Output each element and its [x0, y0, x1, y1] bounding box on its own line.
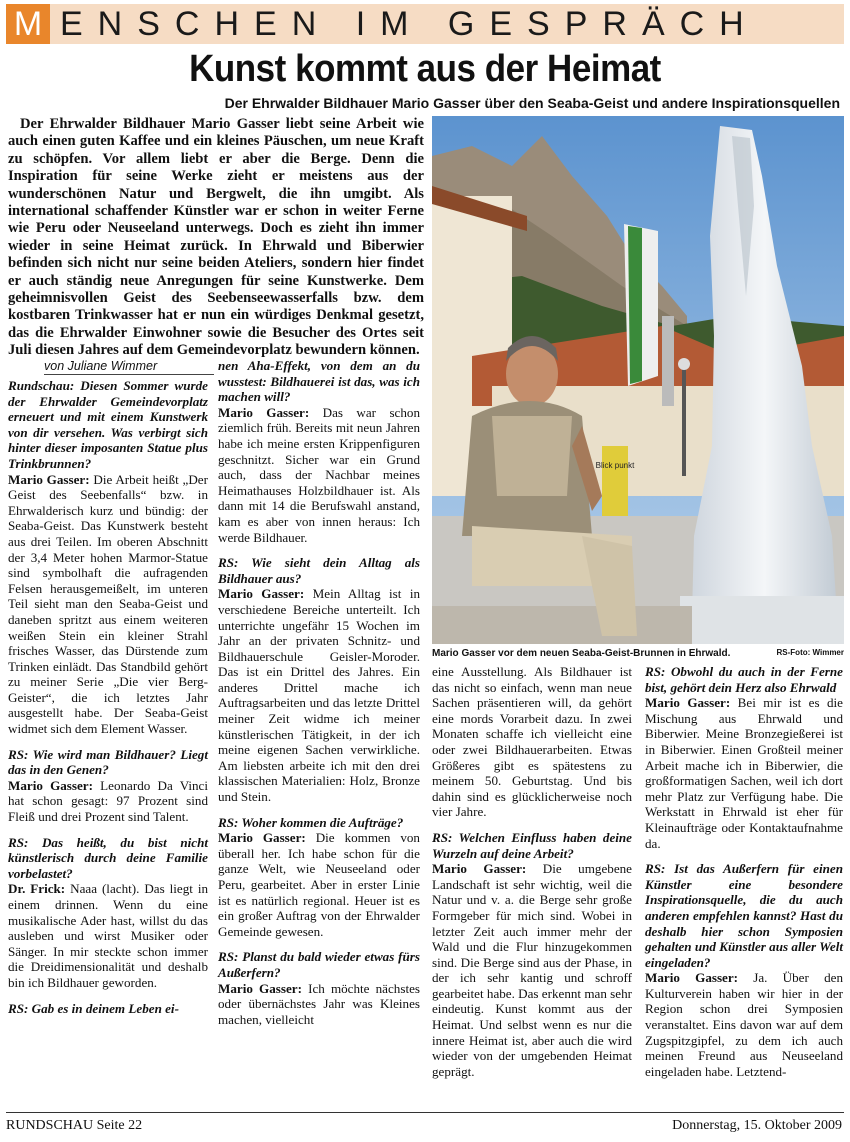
byline: von Juliane Wimmer — [44, 359, 214, 375]
question: nen Aha-Effekt, von dem an du wusstest: Bildhauerei ist das, was ich machen will? — [218, 358, 420, 405]
answer — [218, 405, 420, 545]
photo-credit: RS-Foto: Wimmer — [776, 648, 844, 657]
answer-text: Bei mir ist es die Mischung aus Ehrwald und Biberwier. Meine Bronzegießerei ist in Biberwier. Einen Großteil meiner Arbeit mache ich in Biberwier, die großformatigen Sachen, weil ich dort mehr Platz zur Verfügung habe. Die Werkstatt in Ehrwald ist eher für Kleinaufträge oder Kontaktaufnahme da. — [645, 695, 843, 851]
answer-text: Die kommen von überall her. Ich habe schon für die ganze Welt, wie Neuseeland oder Peru, gearbeitet. Aber in erster Linie ist es natürlich regional. Heuer ist es ein großer Auftrag von der Ehrwalder Gemeinde gewesen. — [218, 830, 420, 939]
answer — [218, 981, 420, 1028]
answer — [645, 970, 843, 1079]
speaker: Mario Gasser: — [645, 695, 731, 711]
lead-paragraph: Der Ehrwalder Bildhauer Mario Gasser liebt seine Arbeit wie auch einen guten Kaffee und ein kleines Päuschen, um neue Kraft zu schöpfen. Vor allem liebt er aber die Berge. Denn die Inspiration für seine Werke zieht er meistens aus der wunderschönen Natur und Bergwelt, die ihn umgibt. Als international schaffender Künstler war er schon in weiter Ferne wie Peru oder Neuseeland unterwegs. Doch es zieht ihn immer wieder in seine Heimat zurück. In Ehrwald und Biberwier befinden sich nicht nur seine beiden Ateliers, sondern hier findet er auch ständig neue Anregungen für seine Kunstwerke. Dem geheimnisvollen Geist des Seebenseewasserfalls bzw. dem kostbaren Trinkwasser hat er nun ein würdiges Denkmal gesetzt, das die Ehrwalder Einwohner sowie die Besucher des Ortes seit Juli diesen Jahres auf dem Gemeindevorplatz bewundern können. — [8, 116, 424, 359]
question: RS: Welchen Einfluss haben deine Wurzeln auf deine Arbeit? — [432, 829, 632, 861]
speaker: Mario Gasser: — [432, 861, 527, 877]
kicker-initial: M — [6, 4, 50, 44]
caption-text: Mario Gasser vor dem neuen Seaba-Geist-Brunnen in Ehrwald. — [432, 648, 731, 659]
answer-text: Die Arbeit heißt „Der Geist des Seebenfalls“ bzw. in Ehrwalderisch kurz und bündig: der Seaba-Geist. Das Kunstwerk besteht aus drei Teilen. Im oberen Abschnitt der 3,4 Meter hohen Marmor-Statue sind symbolhaft die aufragenden Felsen herausgemeißelt, im unteren Teil sieht man den Seaba-Geist und daneben spritzt aus einem weiteren weißen Stein ein kleiner Strahl frisches Wasser, das Dürstende zum Trinken einlädt. Das Standbild gehört zu meiner Serie „Die vier Berg-Geister“, die ich letztes Jahr ausgestellt habe. Der Seaba-Geist widmet sich dem Element Wasser. — [8, 471, 208, 737]
question: Rundschau: Diesen Sommer wurde der Ehrwalder Gemeindevorplatz erneuert und mit einem Kunstwerk von dir versehen. Was verbirgt sich hinter dieser imposanten Statue plus Trinkbrunnen? — [8, 378, 208, 471]
section-kicker — [6, 4, 844, 44]
question: RS: Das heißt, du bist nicht künstlerisch durch deine Familie vorbelastet? — [8, 834, 208, 881]
answer-text: Leonardo Da Vinci hat schon gesagt: 97 Prozent sind Fleiß und drei Prozent sind Talent. — [8, 777, 208, 825]
headline: Kunst kommt aus der Heimat — [189, 48, 661, 90]
footer-publication: RUNDSCHAU Seite 22 — [6, 1118, 143, 1133]
article-photo — [432, 116, 844, 644]
answer — [218, 586, 420, 804]
speaker: Mario Gasser: — [645, 970, 739, 986]
question: RS: Planst du bald wieder etwas fürs Außerfern? — [218, 949, 420, 980]
subhead: Der Ehrwalder Bildhauer Mario Gasser über den Seaba-Geist und andere Inspirationsquellen — [224, 95, 840, 111]
footer-divider — [6, 1112, 844, 1113]
question: RS: Ist das Außerfern für einen Künstler eine besondere Inspirationsquelle, die du auch anderen empfehlen kannst? Hast du deshalb hier schon Symposien gehalten und Künstler aus aller Welt eingeladen? — [645, 861, 843, 970]
photo-illustration — [432, 116, 844, 644]
answer — [8, 778, 208, 825]
answer-text: eine Ausstellung. Als Bildhauer ist das nicht so einfach, wenn man neue Sachen präsentieren will, da gehört eine mords Vorarbeit dazu. In zwei Monaten schaffe ich vielleicht eine oder zwei Bildhauerarbeiten. Etwas Größeres gibt es spätestens zu meinem 50. Geburtstag. Und bis dahin sind es glücklicherweise noch vier Jahre. — [432, 664, 632, 820]
column-1 — [8, 378, 208, 1016]
speaker: Mario Gasser: — [8, 471, 90, 487]
answer — [432, 861, 632, 1079]
answer-text: Mein Alltag ist in verschiedene Bereiche unterteilt. Ich unterrichte ungefähr 15 Wochen im Jahr an der privaten Schnitz- und Bildhauerschule Geisler-Moroder. Das ist ein Drittel des Jahres. Ein anderes Drittel mache ich Auftragsarbeiten und das letzte Drittel meiner Zeit widme ich meiner künstlerischen Tätigkeit, in der ich meine eigenen Sachen verwirkliche. Am liebsten arbeite ich mit den drei klassischen Materialien: Holz, Bronze und Stein. — [218, 586, 421, 805]
poster-text: Blick punkt — [595, 461, 635, 470]
column-3 — [432, 664, 632, 1079]
answer — [218, 830, 420, 939]
speaker: Mario Gasser: — [218, 830, 306, 846]
answer-text: Ich möchte nächstes oder übernächstes Jahr was Kleines machen, vielleicht — [218, 980, 420, 1027]
answer — [8, 881, 208, 990]
question: RS: Obwohl du auch in der Ferne bist, gehört dein Herz also Ehrwald — [645, 664, 843, 695]
answer-text: Das war schon ziemlich früh. Bereits mit neun Jahren habe ich meine ersten Krippenfiguren geschnitzt. Sicher war ein Grund auch, dass der Nachbar meines Heimathauses Holzbildhauer ist. Als dann mit 14 die Berufswahl anstand, kam es aber von innen heraus: Ich werde Bildhauer. — [218, 404, 420, 545]
kicker-text: ENSCHEN IM GESPRÄCH — [60, 4, 759, 43]
photo-caption — [432, 648, 844, 659]
answer — [8, 472, 208, 737]
question: RS: Gab es in deinem Leben ei- — [8, 1000, 179, 1016]
question: RS: Wie wird man Bildhauer? Liegt das in den Genen? — [8, 746, 208, 778]
question: RS: Woher kommen die Aufträge? — [218, 814, 404, 830]
speaker: Mario Gasser: — [218, 404, 310, 420]
question: RS: Wie sieht dein Alltag als Bildhauer aus? — [218, 555, 420, 586]
speaker: Dr. Frick: — [8, 881, 66, 897]
answer-text: Naaa (lacht). Das liegt in einem drinnen. Wenn du eine musikalische Ader hast, willst du das ausleben und wirst Musiker oder Sänger. In mir steckte schon immer die Dreidimensionalität und deshalb bin ich Bildhauer geworden. — [8, 881, 208, 990]
column-4 — [645, 664, 843, 1079]
answer-text: Ja. Über den Kulturverein haben wir hier in der Region schon drei Symposien veranstaltet. Eins davon war auf dem Zugspitzgipfel, zu dem ich auch meinen Freund aus Neuseeland eingeladen habe. Letztend- — [645, 970, 843, 1079]
answer — [645, 695, 843, 851]
speaker: Mario Gasser: — [218, 586, 305, 602]
footer-date: Donnerstag, 15. Oktober 2009 — [672, 1118, 842, 1133]
speaker: Mario Gasser: — [8, 777, 93, 793]
column-2 — [218, 358, 420, 1027]
answer-text: Die umgebene Landschaft ist sehr wichtig, weil die Natur und v. a. die Berge sehr große Formgeber für mich sind. Wobei in letzter Zeit auch immer mehr der Wald und die Flur hinzugekommen sind. Die Berge sind aus der Phase, in der ich sehr kantig und schroff gearbeitet habe. Das erkennt man sehr eindeutig. Kunst kommt aus der Heimat. Und selbst wenn es nur die innere Heimat ist, aber auch die wird wieder von der umgebenden Heimat geprägt. — [432, 861, 632, 1079]
speaker: Mario Gasser: — [218, 980, 302, 996]
